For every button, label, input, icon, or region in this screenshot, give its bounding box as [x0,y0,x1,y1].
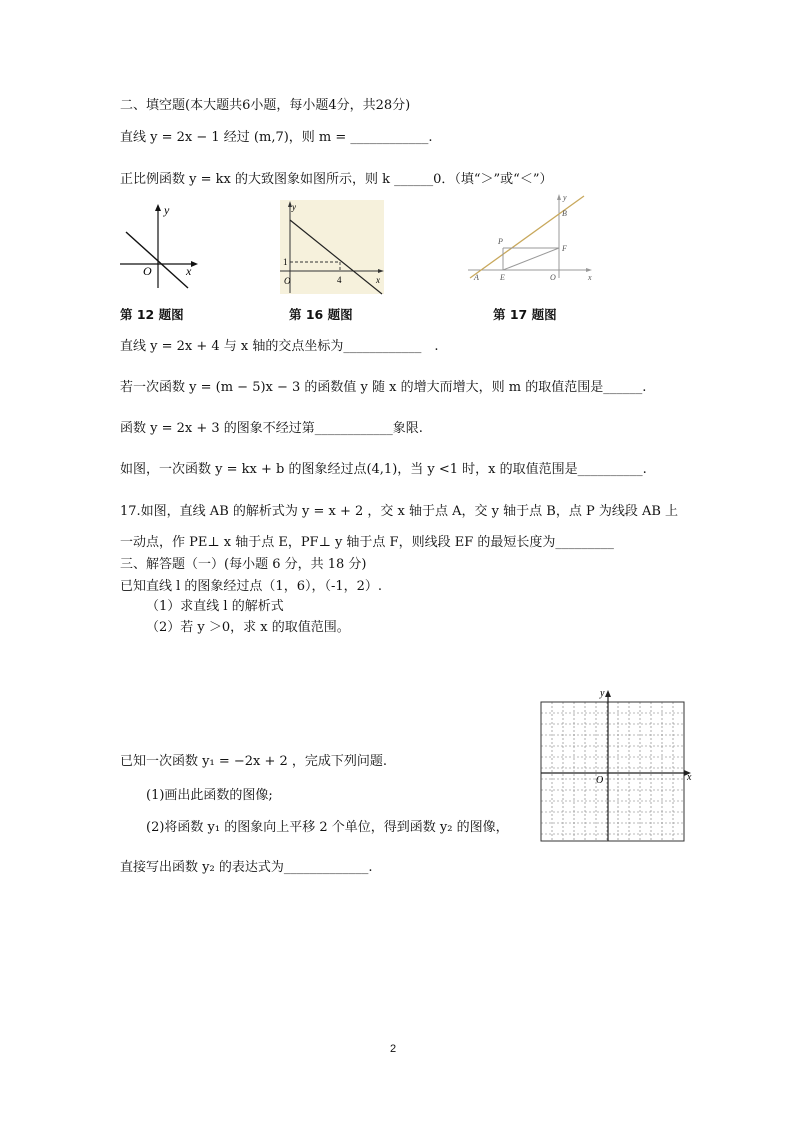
question-19 [120,752,387,772]
q19-coordinate-grid [530,686,696,844]
fig17-line-ab [470,196,584,278]
fig16-y-label: y [292,202,296,212]
figure-17 [466,192,596,282]
fig16-origin-label: O [284,276,291,286]
question-18 [120,577,382,597]
question-19-sub-1: (1)画出此函数的图像; [146,788,273,803]
question-17-line-2: 一动点，作 PE⊥ x 轴于点 E，PF⊥ y 轴于点 F，则线段 EF 的最短长度为_________ [120,535,614,550]
q19-grid-lines [541,702,684,841]
figure-16 [276,198,386,298]
fig12-y-label: y [164,203,170,217]
question-17-line-1: 17.如图，直线 AB 的解析式为 y = x + 2 ，交 x 轴于点 A，交 y 轴于点 B，点 P 为线段 AB 上 [120,504,679,519]
fig16-background [280,200,384,294]
fig12-line [126,232,188,288]
fig17-x-label: x [588,273,592,282]
fig17-caption: 第 17 题图 [493,307,557,322]
fig17-point-a: A [474,273,479,282]
question-16 [120,460,647,480]
q19-y-label: y [600,688,605,699]
fig17-point-e: E [500,273,505,282]
question-19-sub-2: (2)将函数 y₁ 的图象向上平移 2 个单位，得到函数 y₂ 的图像， [146,820,509,835]
question-13-text: 直线 y = 2x + 4 与 x 轴的交点坐标为____________ . [120,339,439,354]
question-19-text: 已知一次函数 y₁ = −2x + 2 ，完成下列问题. [120,754,388,769]
question-14 [120,378,646,398]
question-15-text: 函数 y = 2x + 3 的图象不经过第____________象限. [120,421,423,436]
fig16-caption: 第 16 题图 [289,307,353,322]
fig17-point-b: B [562,209,567,218]
fig12-origin-label: O [143,264,152,278]
figure-12 [118,200,202,292]
fig17-point-f: F [562,244,567,253]
fig17-origin-label: O [550,273,556,282]
question-11-text: 直线 y = 2x − 1 经过 (m,7)，则 m = ____________. [120,130,433,145]
section-heading-answer: 三、解答题（一）(每小题 6 分，共 18 分) [120,557,367,572]
q19-grid-border [541,702,684,841]
question-19-sub-3: 直接写出函数 y₂ 的表达式为_____________. [120,860,373,875]
question-12 [120,170,552,190]
fig17-point-p: P [498,237,503,246]
question-18-sub-1: （1）求直线 l 的解析式 [146,599,284,614]
q19-x-label: x [687,772,692,783]
question-13 [120,337,439,357]
question-15 [120,419,423,439]
question-16-text: 如图，一次函数 y = kx + b 的图象经过点(4,1)，当 y <1 时，x 的取值范围是__________. [120,462,647,477]
fig16-tick-4: 4 [337,275,342,285]
question-12-text: 正比例函数 y = kx 的大致图象如图所示，则 k ______0．（填“＞”或“＜”） [120,172,553,187]
question-14-text: 若一次函数 y = (m − 5)x − 3 的函数值 y 随 x 的增大而增大，则 m 的取值范围是______. [120,380,647,395]
question-18-text: 已知直线 l 的图象经过点（1，6），（-1，2）. [120,579,383,594]
question-11 [120,128,433,148]
section-heading-fill-in: 二、填空题(本大题共6小题，每小题4分，共28分) [120,98,411,113]
fig16-tick-1: 1 [283,257,288,267]
fig17-y-label: y [563,193,567,202]
q19-origin-label: O [596,775,604,786]
question-18-sub-2: （2）若 y ＞0，求 x 的取值范围。 [146,620,350,635]
fig12-x-label: x [186,264,192,278]
page-number: 2 [390,1043,397,1055]
fig12-caption: 第 12 题图 [120,307,184,322]
fig16-x-label: x [376,275,380,285]
fig17-ef-segment [503,248,559,270]
